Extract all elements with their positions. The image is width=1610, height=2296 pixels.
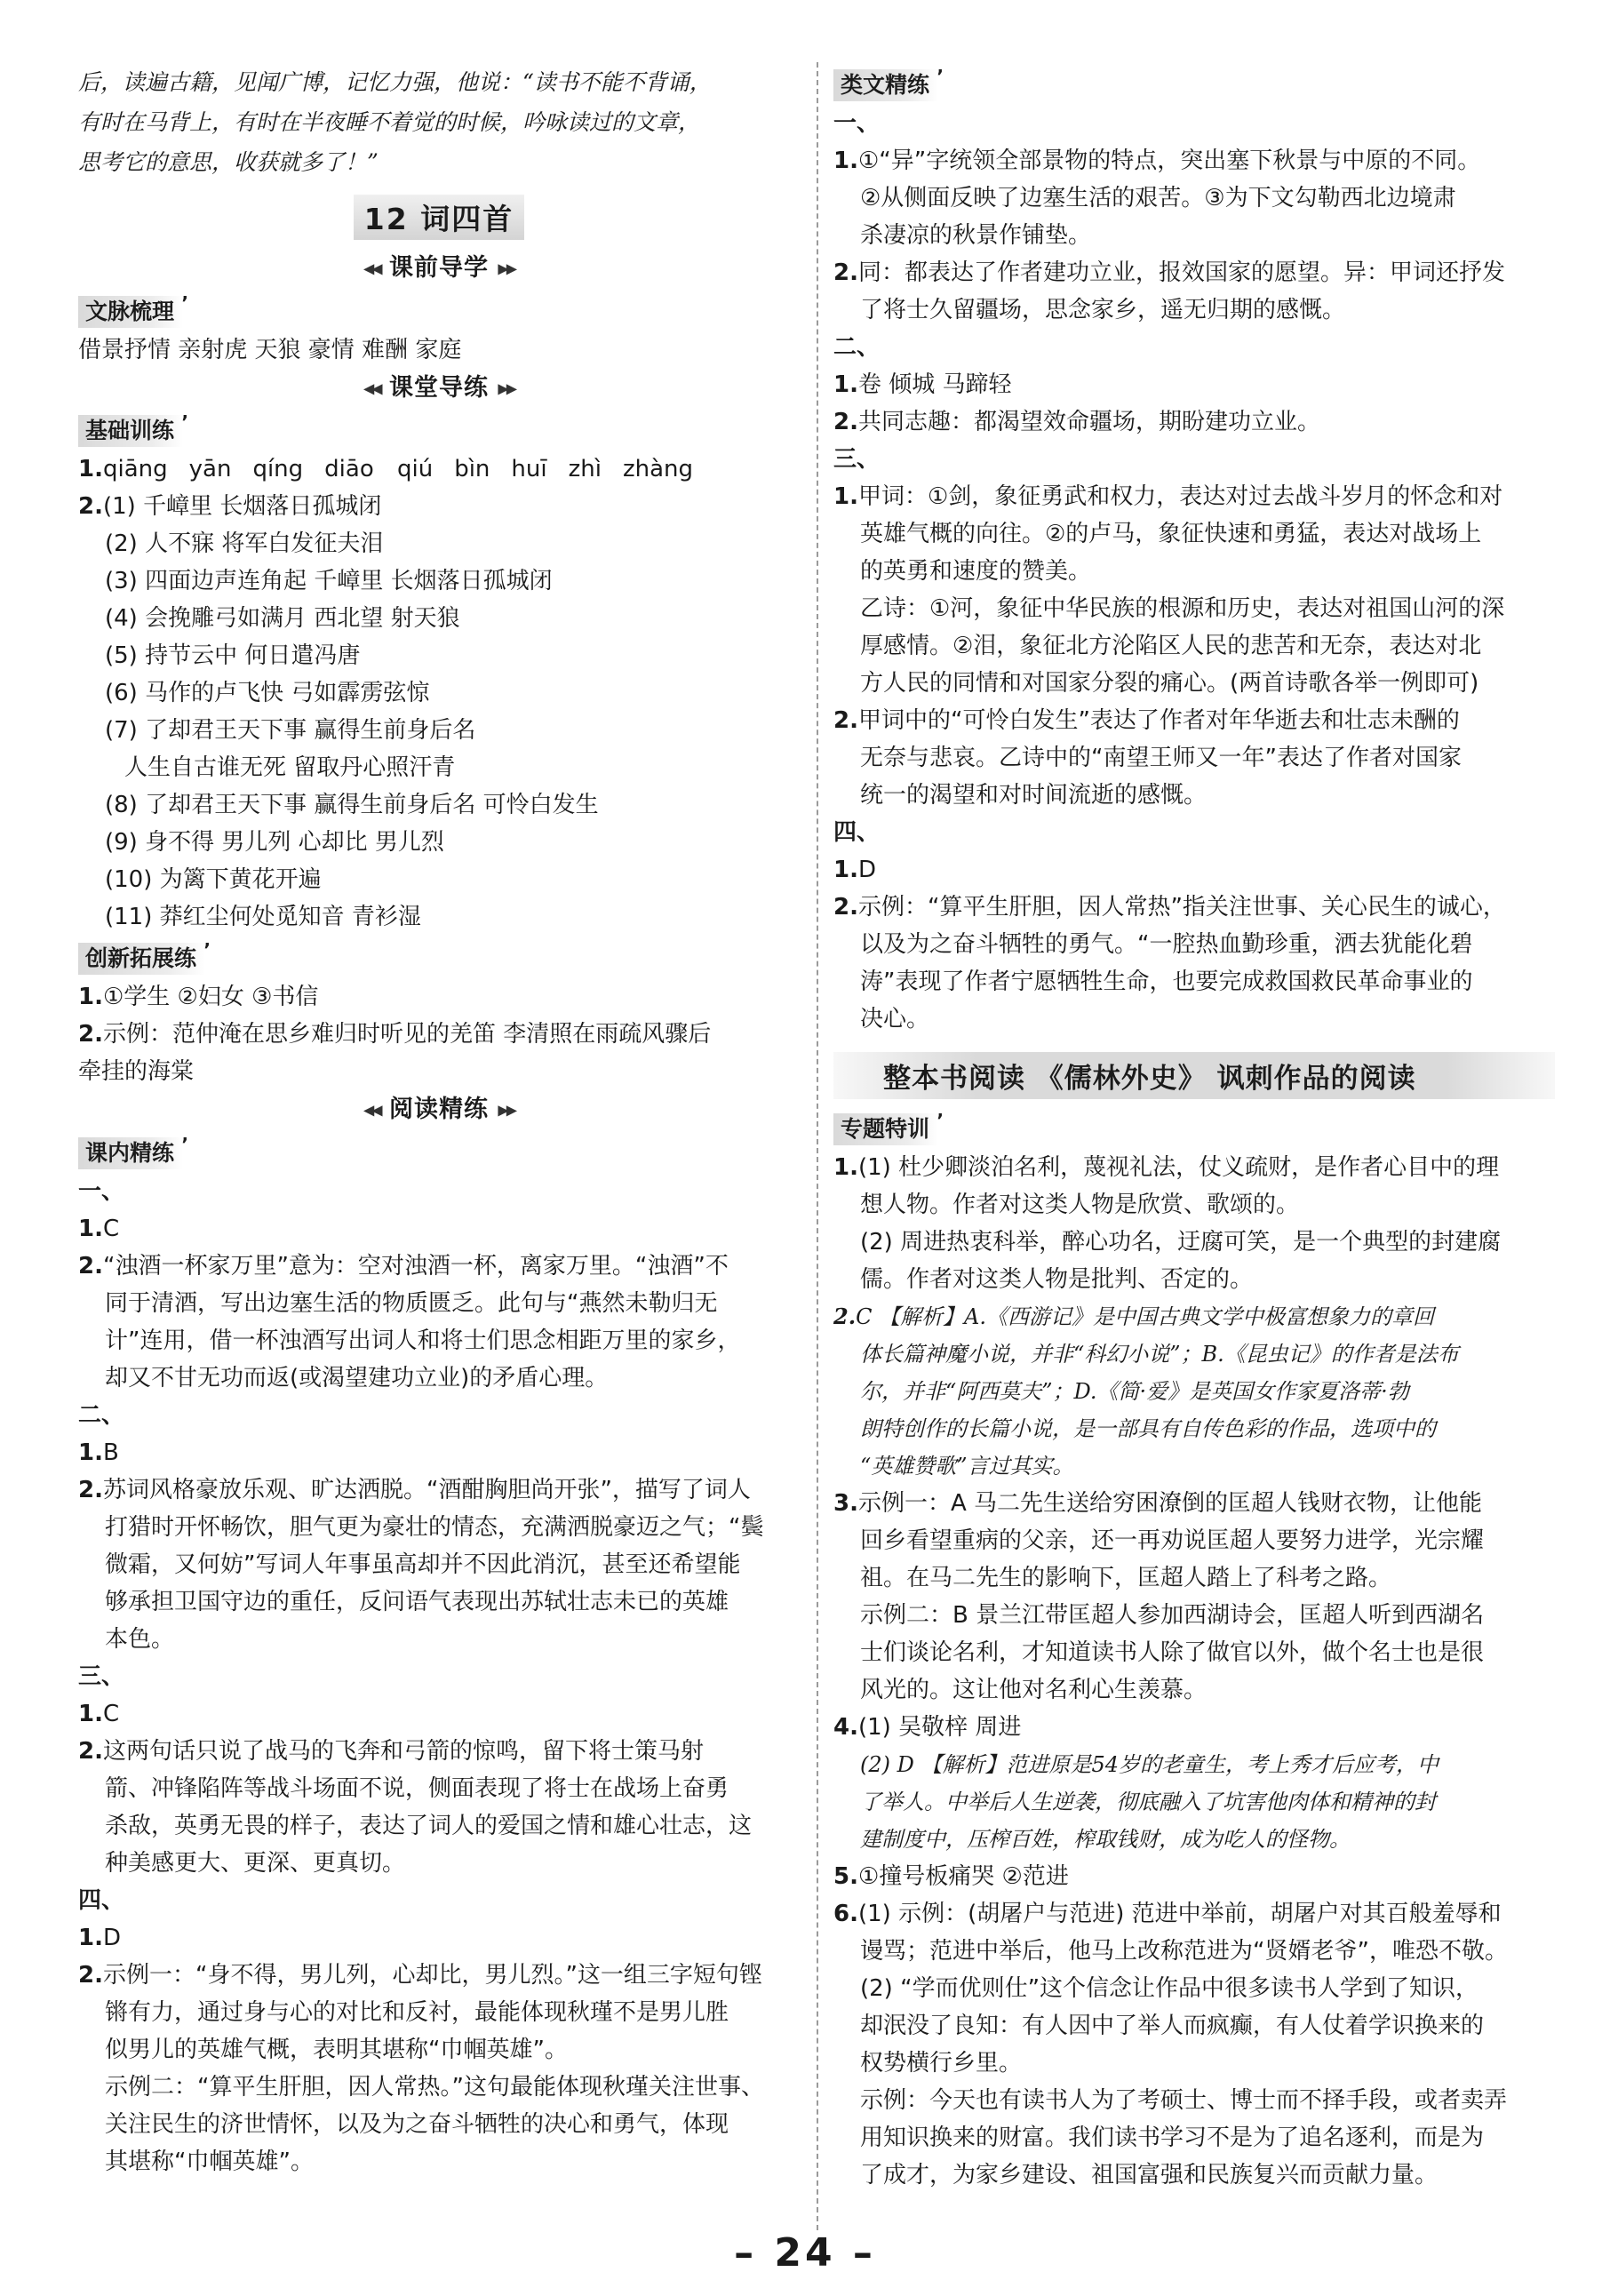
answer-text: 同于清酒，写出边塞生活的物质匮乏。此句与“燕然未勒归无 bbox=[105, 1289, 718, 1317]
pinyin-item: qíng bbox=[252, 456, 304, 482]
pinyin-item: yān bbox=[188, 456, 232, 482]
answer-text: (1) 吴敬梓 周进 bbox=[857, 1714, 1022, 1741]
answer-text: 祖。在马二先生的影响下，匡超人踏上了科考之路。 bbox=[860, 1565, 1392, 1591]
question-number: 3. bbox=[833, 1490, 858, 1517]
question-number: 1. bbox=[833, 371, 858, 398]
answer-text: C bbox=[102, 1700, 120, 1727]
question-number: 一、 bbox=[78, 1177, 125, 1205]
answer-text: 同：都表达了作者建功立业，报效国家的愿望。异：甲词还抒发 bbox=[857, 259, 1505, 286]
intro-line: 后，读遍古籍，见闻广博，记忆力强，他说：“读书不能不背诵， bbox=[78, 69, 712, 95]
answer-line bbox=[833, 2007, 1555, 2045]
answer-text: (1) 示例：(胡屠户与范进) 范进中举前，胡屠户对其百般羞辱和 bbox=[857, 1901, 1502, 1927]
answer-line bbox=[833, 1373, 1555, 1410]
answer-line bbox=[78, 1397, 800, 1434]
leiwen-heading: 类文精练 ’ bbox=[833, 69, 938, 101]
question-number: 1. bbox=[78, 1215, 103, 1242]
answer-line bbox=[833, 1970, 1555, 2007]
answer-line bbox=[833, 1149, 1555, 1186]
answer-line bbox=[78, 1807, 800, 1845]
answer-text: 示例二：“算平生肝胆，因人常热。”这句最能体现秋瑾关注世事、 bbox=[105, 2073, 764, 2101]
question-number: 1. bbox=[78, 1924, 103, 1951]
answer-text: 甲词中的“可怜白发生”表达了作者对年华逝去和壮志未酬的 bbox=[857, 707, 1460, 734]
pinyin-item: qiāng bbox=[102, 456, 168, 482]
answer-line bbox=[78, 1919, 800, 1957]
answer-text: 卷 倾城 马蹄轻 bbox=[857, 371, 1012, 398]
question-number: 2. bbox=[78, 1737, 103, 1765]
q2-line: (5) 持节云中 何日遣冯唐 bbox=[105, 642, 361, 669]
q2-line: (7) 了却君王天下事 赢得生前身后名 bbox=[105, 717, 476, 744]
answer-line bbox=[833, 2156, 1555, 2194]
answer-text: 厚感情。②泪，象征北方沦陷区人民的悲苦和无奈，表达对北 bbox=[860, 633, 1482, 659]
answer-text: “浊酒一杯家万里”意为：空对浊酒一杯，离家万里。“浊酒”不 bbox=[102, 1252, 729, 1280]
question-number: 四、 bbox=[833, 819, 881, 846]
answer-text: 甲词：①剑，象征勇武和权力，表达对过去战斗岁月的怀念和对 bbox=[857, 483, 1503, 510]
answer-line bbox=[833, 889, 1555, 926]
question-number: 2. bbox=[833, 1303, 857, 1329]
answer-line bbox=[78, 1770, 800, 1807]
question-number: 4. bbox=[833, 1714, 858, 1741]
answer-line bbox=[78, 1173, 800, 1210]
question-number: 2. bbox=[78, 1961, 103, 1989]
question-number: 1. bbox=[78, 1700, 103, 1727]
answer-text: 计”连用，借一杯浊酒写出词人和将士们思念相距万里的家乡， bbox=[105, 1327, 741, 1354]
q2-line: (11) 莽红尘何处觅知音 青衫湿 bbox=[105, 904, 421, 930]
kenei-heading: 课内精练 ’ bbox=[78, 1137, 183, 1169]
answer-text: 权势横行乡里。 bbox=[860, 2050, 1023, 2077]
question-number: 2. bbox=[833, 894, 858, 921]
right-column bbox=[833, 62, 1555, 2194]
pinyin-item: huī bbox=[511, 456, 547, 482]
answer-line bbox=[833, 515, 1555, 553]
answer-text: 这两句话只说了战马的飞奔和弓箭的惊鸣，留下将士策马射 bbox=[102, 1737, 704, 1765]
answer-text: 却泯没了良知：有人因中了举人而疯癫，有人仗着学识换来的 bbox=[860, 2013, 1485, 2039]
answer-text: 共同志趣：都渴望效命疆场，期盼建功立业。 bbox=[857, 409, 1320, 435]
answer-text: D bbox=[102, 1924, 121, 1951]
answer-line bbox=[78, 1285, 800, 1322]
answer-line bbox=[833, 1485, 1555, 1522]
answer-line bbox=[833, 1597, 1555, 1634]
answer-line bbox=[78, 1994, 800, 2031]
answer-line bbox=[833, 142, 1555, 179]
answer-line bbox=[833, 1634, 1555, 1671]
answer-line bbox=[833, 1001, 1555, 1038]
q2-line bbox=[78, 488, 800, 525]
answer-line bbox=[833, 963, 1555, 1001]
answer-text: 建制度中，压榨百姓，榨取钱财，成为吃人的怪物。 bbox=[860, 1827, 1351, 1852]
intro-line: 思考它的意思，收获就多了！” bbox=[78, 149, 379, 175]
answer-line bbox=[833, 1335, 1555, 1373]
question-number: 2. bbox=[833, 707, 858, 734]
zhuanti-list bbox=[833, 1149, 1555, 2194]
question-number: 三、 bbox=[78, 1662, 125, 1690]
answer-line bbox=[833, 2045, 1555, 2082]
answer-text: 打猎时开怀畅饮，胆气更为豪壮的情态，充满洒脱豪迈之气；“鬓 bbox=[105, 1513, 764, 1541]
answer-line bbox=[78, 1957, 800, 1994]
q2-line: (4) 会挽雕弓如满月 西北望 射天狼 bbox=[105, 605, 460, 632]
answer-line bbox=[78, 2106, 800, 2143]
answer-text: C 【解析】A.《西游记》是中国古典文学中极富想象力的章回 bbox=[856, 1304, 1435, 1329]
answer-line bbox=[833, 665, 1555, 702]
answer-text: 了将士久留疆场，思念家乡，遥无归期的感慨。 bbox=[860, 297, 1346, 323]
answer-text: (1) 千嶂里 长烟落日孤城闭 bbox=[102, 493, 382, 520]
question-number: 1. bbox=[833, 147, 858, 174]
answer-line bbox=[833, 366, 1555, 403]
answer-text: 微霜，又何妨”写词人年事虽高却并不因此消沉，甚至还希望能 bbox=[105, 1551, 741, 1578]
answer-line bbox=[833, 777, 1555, 814]
q2-line: (8) 了却君王天下事 赢得生前身后名 可怜白发生 bbox=[105, 792, 599, 818]
answer-text: 似男儿的英雄气概，表明其堪称“巾帼英雄”。 bbox=[105, 2036, 568, 2063]
intro-paragraph bbox=[78, 62, 800, 182]
answer-line bbox=[78, 1359, 800, 1397]
answer-text: 乙诗：①河，象征中华民族的根源和历史，表达对祖国山河的深 bbox=[860, 595, 1505, 622]
answer-text: (2) 周进热衷科举，醉心功名，迂腐可笑，是一个典型的封建腐 bbox=[860, 1229, 1502, 1256]
answer-line bbox=[833, 1821, 1555, 1858]
answer-text: 牵挂的海棠 bbox=[78, 1058, 195, 1085]
answer-text: 以及为之奋斗牺牲的勇气。“一腔热血勤珍重，洒去犹能化碧 bbox=[860, 931, 1473, 958]
answer-line bbox=[833, 217, 1555, 254]
answer-line bbox=[833, 403, 1555, 441]
answer-line bbox=[833, 1224, 1555, 1261]
q2-line: (9) 身不得 男儿列 心却比 男儿烈 bbox=[105, 829, 444, 856]
pre-study-heading bbox=[78, 249, 800, 289]
answer-line bbox=[833, 1522, 1555, 1559]
q2-line: (6) 马作的卢飞快 弓如霹雳弦惊 bbox=[105, 680, 430, 706]
answer-line bbox=[78, 1434, 800, 1471]
answer-text: 回乡看望重病的父亲，还一再劝说匡超人要努力进学，光宗耀 bbox=[860, 1527, 1485, 1554]
answer-text: 了成才，为家乡建设、祖国富强和民族复兴而贡献力量。 bbox=[860, 2162, 1439, 2188]
reading-heading bbox=[78, 1090, 800, 1130]
answer-line bbox=[833, 1671, 1555, 1709]
answer-text: (1) 杜少卿淡泊名利，蔑视礼法，仗义疏财，是作者心目中的理 bbox=[857, 1154, 1500, 1181]
answer-line bbox=[78, 2069, 800, 2106]
answer-line bbox=[833, 1186, 1555, 1224]
answer-line bbox=[78, 1053, 800, 1090]
answer-line bbox=[78, 1471, 800, 1509]
book-reading-title bbox=[833, 1052, 1555, 1099]
question-number: 2. bbox=[78, 1476, 103, 1503]
answer-line bbox=[833, 702, 1555, 739]
q2-line: 人生自古谁无死 留取丹心照汗青 bbox=[124, 754, 456, 781]
wenmai-line: 借景抒情 亲射虎 天狼 豪情 难酬 家庭 bbox=[78, 336, 462, 363]
class-study-label: 课堂导练 bbox=[389, 373, 489, 402]
answer-line bbox=[833, 1447, 1555, 1485]
answer-line bbox=[833, 1783, 1555, 1821]
answer-line bbox=[78, 1695, 800, 1733]
pinyin-item: diāo qiú bbox=[324, 456, 434, 482]
answer-line bbox=[833, 329, 1555, 366]
answer-line bbox=[833, 1410, 1555, 1447]
answer-line bbox=[78, 1845, 800, 1882]
kenei-list bbox=[78, 1173, 800, 2180]
answer-text: 够承担卫国守边的重任，反问语气表现出苏轼壮志未已的英雄 bbox=[105, 1588, 729, 1615]
answer-line bbox=[833, 105, 1555, 142]
answer-line bbox=[833, 1559, 1555, 1597]
class-study-heading bbox=[78, 369, 800, 409]
chuangxin-list bbox=[78, 978, 800, 1090]
answer-line bbox=[833, 1709, 1555, 1746]
book-reading-title-text: 整本书阅读 《儒林外史》 讽刺作品的阅读 bbox=[833, 1052, 1555, 1099]
answer-text: 体长篇神魔小说，并非“科幻小说”；B.《昆虫记》的作者是法布 bbox=[860, 1342, 1459, 1367]
answer-line bbox=[78, 1016, 800, 1053]
answer-line bbox=[833, 1746, 1555, 1783]
jichu-heading: 基础训练 ’ bbox=[78, 415, 183, 447]
right-arrows-icon: ▶▶ bbox=[498, 1101, 515, 1119]
answer-text: 箭、冲锋陷阵等战斗场面不说，侧面表现了将士在战场上奋勇 bbox=[105, 1774, 729, 1802]
answer-line bbox=[78, 1210, 800, 1248]
answer-text: 示例一：“身不得，男儿列，心却比，男儿烈。”这一组三字短句铿 bbox=[102, 1961, 762, 1989]
answer-line bbox=[78, 2031, 800, 2069]
answer-line bbox=[78, 1733, 800, 1770]
answer-line bbox=[833, 441, 1555, 478]
answer-text: 士们谈论名利，才知道读书人除了做官以外，做个名士也是很 bbox=[860, 1639, 1485, 1666]
pinyin-item: zhì bbox=[568, 456, 602, 482]
answer-line bbox=[78, 1248, 800, 1285]
answer-line bbox=[833, 814, 1555, 851]
answer-line bbox=[833, 851, 1555, 889]
answer-line bbox=[833, 627, 1555, 665]
answer-text: 示例一：A 马二先生送给穷困潦倒的匡超人钱财衣物，让他能 bbox=[857, 1490, 1483, 1517]
q1-line bbox=[78, 450, 800, 488]
answer-line bbox=[833, 2082, 1555, 2119]
question-number: 1. bbox=[78, 456, 103, 482]
answer-text: 方人民的同情和对国家分裂的痛心。(两首诗歌各举一例即可) bbox=[860, 670, 1479, 697]
answer-line bbox=[833, 553, 1555, 590]
answer-line bbox=[833, 1895, 1555, 1933]
answer-text: 本色。 bbox=[105, 1625, 175, 1653]
answer-text: 种美感更大、更深、更真切。 bbox=[105, 1849, 406, 1877]
answer-text: 关注民生的济世情怀，以及为之奋斗牺牲的决心和勇气，体现 bbox=[105, 2110, 729, 2138]
answer-line bbox=[78, 978, 800, 1016]
answer-text: 示例：“算平生肝胆，因人常热”指关注世事、关心民生的诚心， bbox=[857, 894, 1506, 921]
answer-line bbox=[833, 1261, 1555, 1298]
answer-line bbox=[833, 179, 1555, 217]
answer-text: 锵有力，通过身与心的对比和反衬，最能体现秋瑾不是男儿胜 bbox=[105, 1998, 729, 2026]
answer-text: 朗特创作的长篇小说，是一部具有自传色彩的作品，选项中的 bbox=[860, 1416, 1436, 1441]
left-arrows-icon: ◀◀ bbox=[363, 1101, 380, 1119]
question-number: 二、 bbox=[833, 334, 881, 361]
answer-line bbox=[833, 478, 1555, 515]
question-number: 2. bbox=[78, 1021, 103, 1048]
question-number: 2. bbox=[833, 409, 858, 435]
answer-text: 儒。作者对这类人物是批判、否定的。 bbox=[860, 1266, 1254, 1293]
page-number: – 24 – bbox=[734, 2230, 876, 2276]
answer-line bbox=[833, 1933, 1555, 1970]
answer-line bbox=[833, 590, 1555, 627]
answer-line bbox=[833, 739, 1555, 777]
left-column bbox=[78, 62, 800, 2180]
answer-text: 统一的渴望和对时间流逝的感慨。 bbox=[860, 782, 1208, 809]
answer-text: 决心。 bbox=[860, 1006, 930, 1032]
answer-line bbox=[833, 926, 1555, 963]
question-number: 5. bbox=[833, 1863, 858, 1890]
answer-text: 苏词风格豪放乐观、旷达洒脱。“酒酣胸胆尚开张”，描写了词人 bbox=[102, 1476, 751, 1503]
question-number: 2. bbox=[833, 259, 858, 286]
question-number: 1. bbox=[78, 984, 103, 1010]
answer-text: 想人物。作者对这类人物是欣赏、歌颂的。 bbox=[860, 1192, 1300, 1218]
answer-line bbox=[833, 2119, 1555, 2156]
answer-text: D bbox=[857, 857, 876, 883]
answer-line bbox=[78, 1509, 800, 1546]
q2-line: (3) 四面边声连角起 千嶂里 长烟落日孤城闭 bbox=[105, 568, 553, 594]
answer-text: ①学生 ②妇女 ③书信 bbox=[102, 984, 319, 1010]
wenmai-heading: 文脉梳理 ’ bbox=[78, 296, 183, 328]
answer-text: “英雄赞歌”言过其实。 bbox=[860, 1454, 1074, 1479]
answer-text: ①撞号板痛哭 ②范进 bbox=[857, 1863, 1069, 1890]
answer-text: 杀凄凉的秋景作铺垫。 bbox=[860, 222, 1092, 249]
left-arrows-icon: ◀◀ bbox=[363, 379, 380, 396]
question-number: 1. bbox=[78, 1439, 103, 1466]
intro-line: 有时在马背上，有时在半夜睡不着觉的时候，吟咏读过的文章， bbox=[78, 109, 701, 135]
right-arrows-icon: ▶▶ bbox=[498, 259, 515, 277]
answer-line bbox=[833, 1298, 1555, 1335]
answer-text: 谩骂；范进中举后，他马上改称范进为“贤婿老爷”，唯恐不敬。 bbox=[860, 1938, 1508, 1965]
answer-line bbox=[78, 1546, 800, 1583]
leiwen-list bbox=[833, 105, 1555, 1038]
answer-line bbox=[833, 291, 1555, 329]
lesson-title bbox=[78, 195, 800, 240]
answer-text: ①“异”字统领全部景物的特点，突出塞下秋景与中原的不同。 bbox=[857, 147, 1481, 174]
answer-text: 风光的。这让他对名利心生羡慕。 bbox=[860, 1677, 1208, 1703]
question-number: 1. bbox=[833, 1154, 858, 1181]
question-number: 二、 bbox=[78, 1401, 125, 1429]
question-number: 三、 bbox=[833, 446, 881, 473]
reading-label: 阅读精练 bbox=[389, 1096, 489, 1123]
q2-block bbox=[78, 488, 800, 936]
answer-text: (2) D 【解析】范进原是54岁的老童生，考上秀才后应考，中 bbox=[860, 1752, 1439, 1777]
left-arrows-icon: ◀◀ bbox=[363, 259, 380, 277]
chuangxin-heading: 创新拓展练 ’ bbox=[78, 943, 205, 975]
question-number: 四、 bbox=[78, 1886, 125, 1914]
answer-line bbox=[78, 1882, 800, 1919]
right-arrows-icon: ▶▶ bbox=[498, 379, 515, 396]
answer-text: 英雄气概的向往。②的卢马，象征快速和勇猛，表达对战场上 bbox=[860, 521, 1482, 547]
question-number: 6. bbox=[833, 1901, 858, 1927]
question-number: 1. bbox=[833, 857, 858, 883]
pinyin-item: zhàng bbox=[622, 456, 694, 482]
answer-text: C bbox=[102, 1215, 120, 1242]
answer-line bbox=[833, 254, 1555, 291]
answer-text: B bbox=[102, 1439, 119, 1466]
answer-text: 无奈与悲哀。乙诗中的“南望王师又一年”表达了作者对国家 bbox=[860, 745, 1462, 771]
pre-study-label: 课前导学 bbox=[389, 254, 489, 282]
answer-text: 了举人。中举后人生逆袭，彻底融入了坑害他肉体和精神的封 bbox=[860, 1790, 1436, 1814]
question-number: 一、 bbox=[833, 110, 881, 137]
zhuanti-heading: 专题特训 ’ bbox=[833, 1113, 938, 1145]
q2-line: (2) 人不寐 将军白发征夫泪 bbox=[105, 530, 384, 557]
question-number: 2. bbox=[78, 493, 103, 520]
answer-text: 用知识换来的财富。我们读书学习不是为了追名逐利，而是为 bbox=[860, 2125, 1485, 2151]
answer-text: 涛”表现了作者宁愿牺牲生命，也要完成救国救民革命事业的 bbox=[860, 969, 1473, 995]
answer-text: (2) “学而优则仕”这个信念让作品中很多读书人学到了知识， bbox=[860, 1975, 1479, 2002]
answer-line bbox=[833, 1858, 1555, 1895]
answer-text: ②从侧面反映了边塞生活的艰苦。③为下文勾勒西北边境肃 bbox=[860, 185, 1456, 211]
answer-line bbox=[78, 1583, 800, 1621]
answer-line bbox=[78, 2143, 800, 2180]
answer-text: 示例二：B 景兰江带匡超人参加西湖诗会，匡超人听到西湖名 bbox=[860, 1602, 1485, 1629]
answer-text: 其堪称“巾帼英雄”。 bbox=[105, 2148, 314, 2175]
answer-text: 的英勇和速度的赞美。 bbox=[860, 558, 1092, 585]
question-number: 2. bbox=[78, 1252, 103, 1280]
answer-text: 尔，并非“阿西莫夫”；D.《简·爱》是英国女作家夏洛蒂·勃 bbox=[860, 1379, 1409, 1404]
answer-text: 却又不甘无功而返(或渴望建功立业)的矛盾心理。 bbox=[105, 1364, 609, 1391]
pinyin-item: bìn bbox=[454, 456, 490, 482]
q2-line: (10) 为篱下黄花开遍 bbox=[105, 866, 322, 893]
question-number: 1. bbox=[833, 483, 858, 510]
answer-text: 示例：今天也有读书人为了考硕士、博士而不择手段，或者卖弄 bbox=[860, 2087, 1508, 2114]
answer-line bbox=[78, 1621, 800, 1658]
answer-text: 杀敌，英勇无畏的样子，表达了词人的爱国之情和雄心壮志，这 bbox=[105, 1812, 753, 1839]
answer-line bbox=[78, 1658, 800, 1695]
column-divider bbox=[817, 62, 818, 2230]
answer-line bbox=[78, 1322, 800, 1359]
answer-text: 示例：范仲淹在思乡难归时听见的羌笛 李清照在雨疏风骤后 bbox=[102, 1021, 712, 1048]
lesson-title-text: 12 词四首 bbox=[354, 195, 524, 240]
